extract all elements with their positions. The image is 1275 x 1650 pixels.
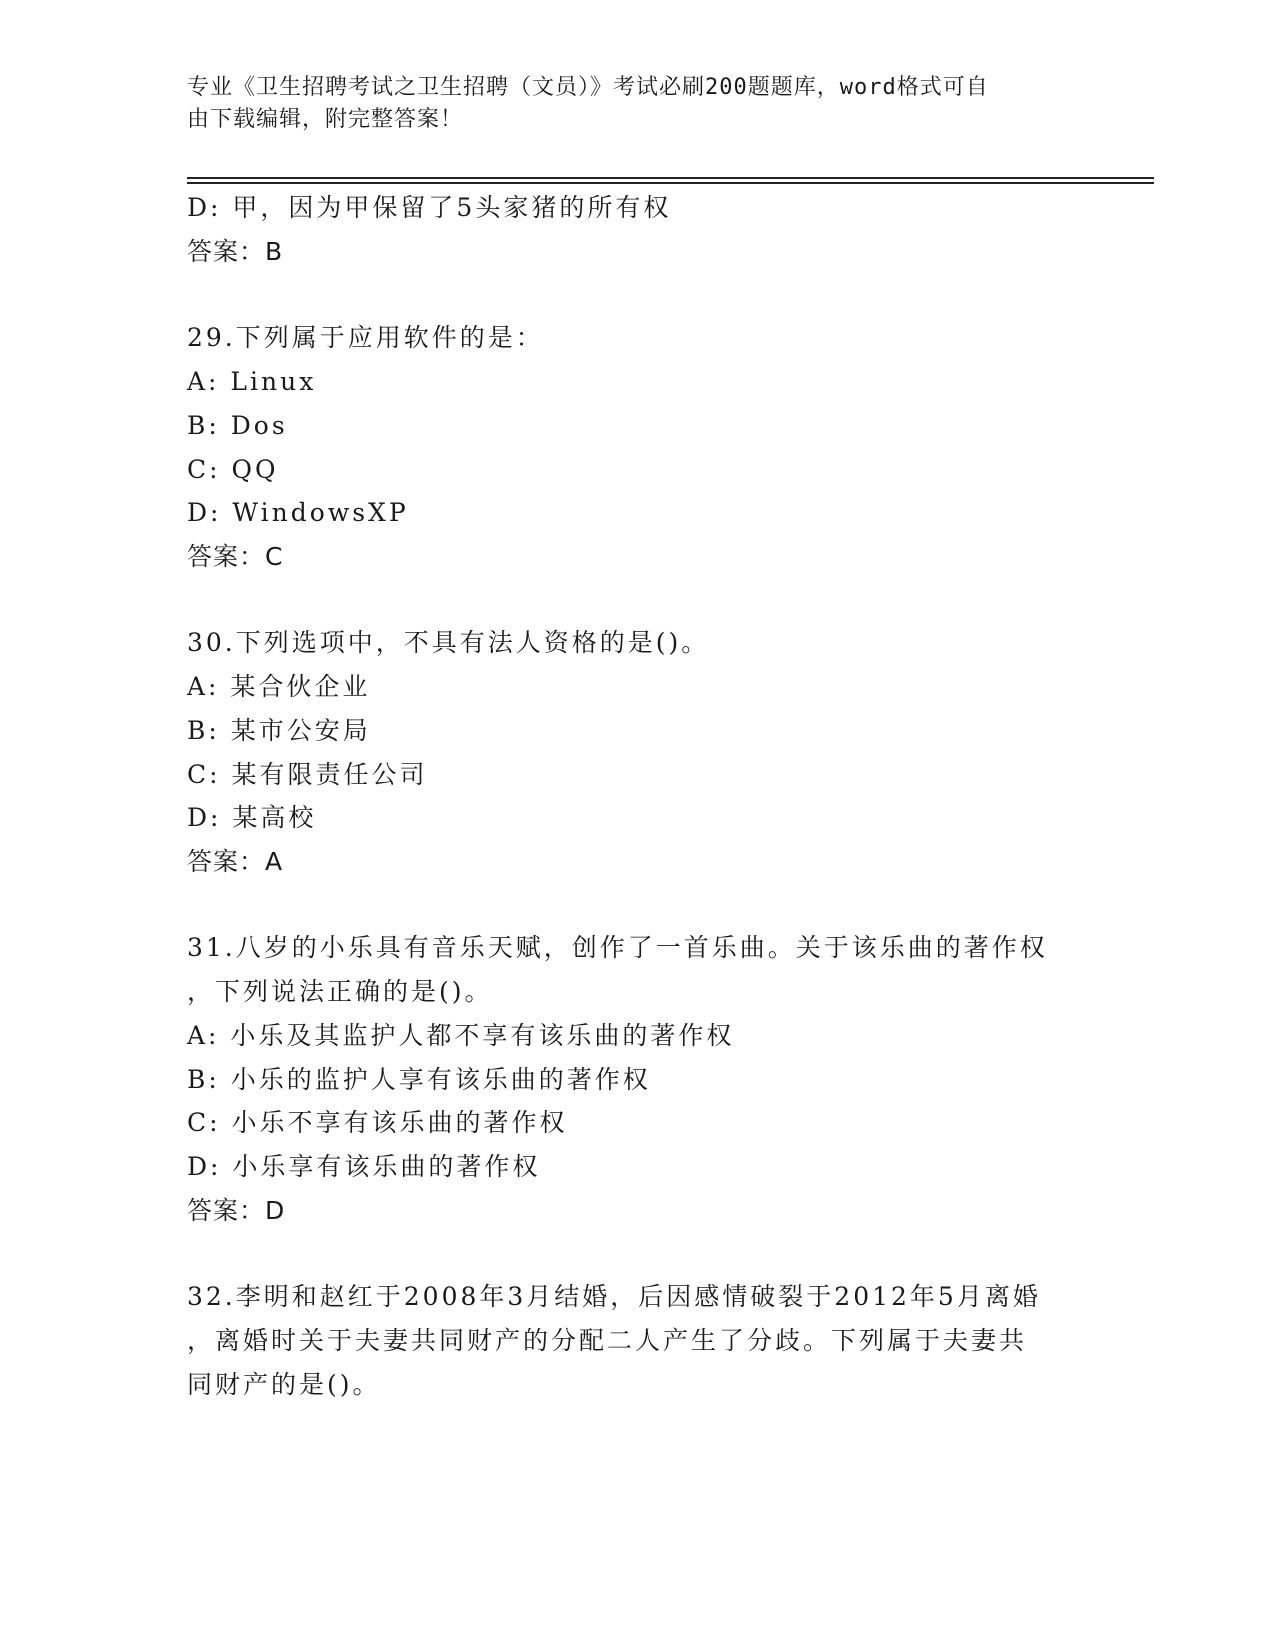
- header-line-1: 专业《卫生招聘考试之卫生招聘（文员）》考试必刷200题题库，word格式可自: [187, 75, 989, 100]
- q31-answer: 答案：D: [187, 1196, 286, 1225]
- q29-option-c: C: QQ: [187, 455, 279, 484]
- q29-stem: 29.下列属于应用软件的是：: [187, 323, 544, 352]
- prev-answer: 答案：B: [187, 237, 284, 266]
- q30-stem: 30.下列选项中，不具有法人资格的是()。: [187, 628, 710, 657]
- header-line-2: 由下载编辑，附完整答案！: [187, 107, 464, 132]
- q31-option-a: A: 小乐及其监护人都不享有该乐曲的著作权: [187, 1021, 735, 1050]
- q30-answer: 答案：A: [187, 847, 284, 876]
- header-divider-bottom: [187, 182, 1154, 184]
- q29-answer: 答案：C: [187, 542, 284, 571]
- q31-option-c: C: 小乐不享有该乐曲的著作权: [187, 1108, 568, 1137]
- q30-option-d: D: 某高校: [187, 803, 317, 832]
- prev-option-d: D: 甲，因为甲保留了5头家猪的所有权: [187, 193, 672, 222]
- document-header: [187, 72, 1067, 136]
- q32-stem-line-1: 32.李明和赵红于2008年3月结婚，后因感情破裂于2012年5月离婚: [187, 1282, 1041, 1311]
- q31-stem-line-2: ，下列说法正确的是()。: [187, 977, 493, 1006]
- q30-option-b: B: 某市公安局: [187, 716, 371, 745]
- q32-stem-line-2: ，离婚时关于夫妻共同财产的分配二人产生了分歧。下列属于夫妻共: [187, 1326, 1028, 1355]
- header-divider-top: [187, 177, 1154, 179]
- q31-option-d: D: 小乐享有该乐曲的著作权: [187, 1152, 541, 1181]
- q29-option-d: D: WindowsXP: [187, 498, 409, 527]
- q29-option-a: A: Linux: [187, 367, 317, 396]
- q30-option-a: A: 某合伙企业: [187, 672, 371, 701]
- q30-option-c: C: 某有限责任公司: [187, 760, 428, 789]
- q31-stem-line-1: 31.八岁的小乐具有音乐天赋，创作了一首乐曲。关于该乐曲的著作权: [187, 933, 1048, 962]
- q31-option-b: B: 小乐的监护人享有该乐曲的著作权: [187, 1065, 651, 1094]
- q29-option-b: B: Dos: [187, 411, 288, 440]
- q32-stem-line-3: 同财产的是()。: [187, 1370, 381, 1399]
